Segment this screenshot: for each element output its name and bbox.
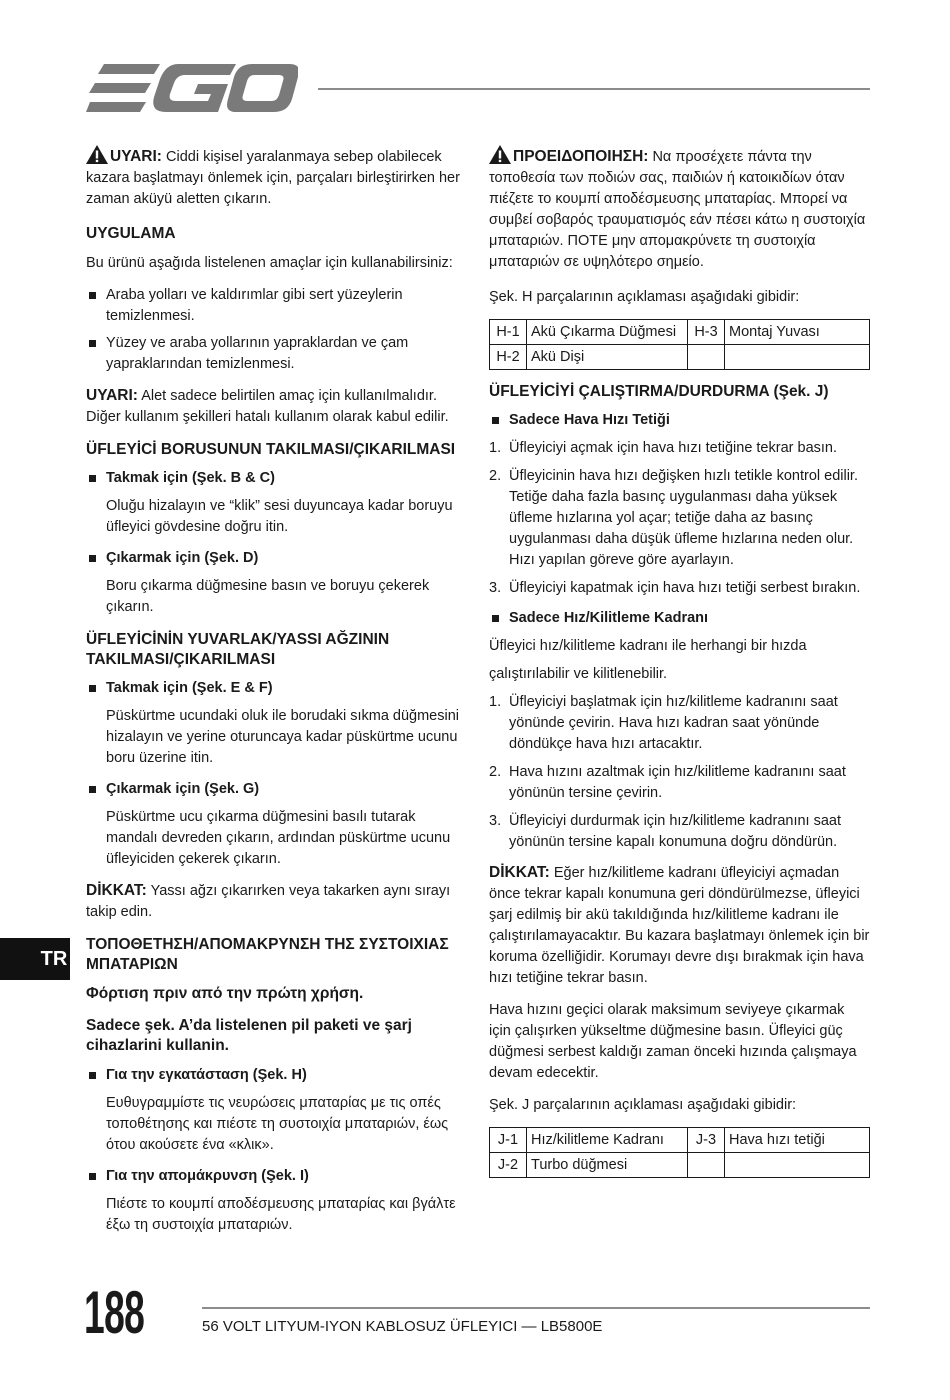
table-cell bbox=[725, 1153, 870, 1178]
warning-text: Ciddi kişisel yaralanmaya sebep olabilecek kazara başlatmayı önlemek için, parçaları birleştirirken her zaman aküyü aletten çıkarın. bbox=[86, 149, 460, 207]
caution-label: DİKKAT: bbox=[489, 864, 550, 881]
step-number: 2. bbox=[489, 468, 502, 484]
caution-block bbox=[489, 862, 870, 989]
table-row bbox=[490, 345, 870, 370]
trigger-steps bbox=[489, 438, 870, 599]
table-cell: J-1 bbox=[490, 1128, 527, 1153]
warning-block bbox=[489, 145, 870, 273]
step-number: 1. bbox=[489, 440, 502, 456]
caution-text: Eğer hız/kilitleme kadranı üfleyiciyi açmadan önce tekrar kapalı konumuna geri döndürülmezse, üfleyici şarj edilmiş bir akü takıldığında hız/kilitleme kadranı ile çalıştırılamayacaktır. Bu kazara başlatmayı önlemek için bir koruma özelliğidir. Korumayı devre dışı bırakmak için hava hızı tetiğine tekrar basın. bbox=[489, 865, 870, 986]
warning-text: Να προσέχετε πάντα την τοποθεσία των ποδιών σας, παιδιών ή κατοικιδίων όταν πιέζετε το κουμπί αποδέσμευσης μπαταρίας. Μπορεί να συμβεί σοβαρός τραυματισμός εάν πέσει κάτω η συστοιχία μπαταριών. ΠΟΤΕ μην απομακρύνετε τη συστοιχία μπαταριών σε υψηλότερο σημείο. bbox=[489, 149, 866, 270]
table-cell: Montaj Yuvası bbox=[725, 320, 870, 345]
tube-heading: ÜFLEYİCİ BORUSUNUN TAKILMASI/ÇIKARILMASI bbox=[86, 441, 456, 458]
table-cell: Akü Çıkarma Düğmesi bbox=[527, 320, 688, 345]
battery-install-title: Για την εγκατάσταση (Şek. H) bbox=[86, 1065, 464, 1086]
language-tab bbox=[0, 938, 70, 980]
table-cell bbox=[688, 1153, 725, 1178]
table-cell: J-2 bbox=[490, 1153, 527, 1178]
fig-j-intro: Şek. J parçalarının açıklaması aşağıdaki gibidir: bbox=[489, 1097, 797, 1113]
step-text: Üfleyiciyi açmak için hava hızı tetiğine tekrar basın. bbox=[509, 440, 837, 456]
table-cell bbox=[688, 345, 725, 370]
list-item bbox=[489, 692, 870, 755]
usage-list bbox=[86, 285, 464, 375]
footer-title: 56 VOLT LITYUM-IYON KABLOSUZ ÜFLEYICI — LB5800E bbox=[202, 1318, 603, 1335]
warning-label: UYARI: bbox=[110, 148, 162, 165]
table-row bbox=[490, 1128, 870, 1153]
list-item bbox=[489, 762, 870, 804]
step-number: 1. bbox=[489, 694, 502, 710]
table-cell: H-2 bbox=[490, 345, 527, 370]
table-row bbox=[490, 1153, 870, 1178]
warning-triangle-icon bbox=[86, 145, 108, 164]
battery-remove-title: Για την απομάκρυνση (Şek. I) bbox=[86, 1166, 464, 1187]
language-code: TR bbox=[40, 948, 68, 970]
step-number: 3. bbox=[489, 813, 502, 829]
fig-h-parts-table bbox=[489, 319, 870, 370]
warning-label: UYARI: bbox=[86, 387, 138, 404]
only-note: Sadece şek. A’da listelenen pil paketi ve şarj cihazlarini kullanin. bbox=[86, 1017, 412, 1054]
battery-heading: ΤΟΠΟΘΕΤΗΣΗ/ΑΠΟΜΑΚΡΥΝΣΗ ΤΗΣ ΣΥΣΤΟΙΧΙΑΣ ΜΠΑΤΑΡΙΩΝ bbox=[86, 936, 449, 973]
nozzle-remove-title: Çıkarmak için (Şek. G) bbox=[86, 779, 464, 800]
list-item bbox=[489, 438, 870, 459]
step-text: Üfleyiciyi durdurmak için hız/kilitleme kadranını saat yönünün tersine kapalı konumuna doğru döndürün. bbox=[509, 813, 842, 850]
step-text: Üfleyicinin hava hızı değişken hızlı tetikle kontrol edilir. Tetiğe daha fazla basınç uygulanması daha yüksek üfleme hızlarına yol açar; tetiğe daha az basınç uygulanması daha düşük üfleme hızlarına neden olur. Hızı yapılan göreve göre ayarlayın. bbox=[509, 468, 858, 568]
left-column bbox=[86, 145, 464, 1246]
table-cell: J-3 bbox=[688, 1128, 725, 1153]
step-text: Üfleyiciyi kapatmak için hava hızı tetiği serbest bırakın. bbox=[509, 580, 861, 596]
usage-heading: UYGULAMA bbox=[86, 225, 176, 242]
usage-intro: Bu ürünü aşağıda listelenen amaçlar için kullanabilirsiniz: bbox=[86, 255, 453, 271]
tube-remove-title: Çıkarmak için (Şek. D) bbox=[86, 548, 464, 569]
step-number: 3. bbox=[489, 580, 502, 596]
table-cell: Turbo düğmesi bbox=[527, 1153, 688, 1178]
table-cell bbox=[725, 345, 870, 370]
page-number: 188 bbox=[84, 1279, 145, 1346]
nozzle-attach-title: Takmak için (Şek. E & F) bbox=[86, 678, 464, 699]
warning-block bbox=[86, 145, 464, 210]
warning-label: ΠΡΟΕΙΔΟΠΟΙΗΣΗ: bbox=[513, 148, 649, 165]
dial-intro-line-2: çalıştırılabilir ve kilitlenebilir. bbox=[489, 666, 668, 682]
step-number: 2. bbox=[489, 764, 502, 780]
table-cell: Akü Dişi bbox=[527, 345, 688, 370]
nozzle-attach-text: Püskürtme ucundaki oluk ile borudaki sıkma düğmesini hizalayın ve yerine oturuncaya kadar püskürtme ucunu boru üzerine itin. bbox=[106, 708, 460, 766]
step-text: Hava hızını azaltmak için hız/kilitleme kadranını saat yönünün tersine çevirin. bbox=[509, 764, 846, 801]
right-column bbox=[489, 145, 870, 1190]
table-cell: Hava hızı tetiği bbox=[725, 1128, 870, 1153]
caution-text: Yassı ağzı çıkarırken veya takarken aynı sırayı takip edin. bbox=[86, 883, 451, 920]
trigger-title: Sadece Hava Hızı Tetiği bbox=[489, 410, 870, 431]
dial-steps bbox=[489, 692, 870, 853]
warning-triangle-icon bbox=[489, 145, 511, 164]
battery-remove-text: Πιέστε το κουμπί αποδέσμευσης μπαταρίας και βγάλτε έξω τη συστοιχία μπαταριών. bbox=[106, 1196, 456, 1233]
dial-intro-line-1: Üfleyici hız/kilitleme kadranı ile herhangi bir hızda bbox=[489, 638, 807, 654]
battery-install-text: Ευθυγραμμίστε τις νευρώσεις μπαταρίας με τις οπές τοποθέτησης και πιέστε τη συστοιχία μπαταριών, έως ότου ακούσετε ένα «κλικ». bbox=[106, 1095, 449, 1153]
table-cell: Hız/kilitleme Kadranı bbox=[527, 1128, 688, 1153]
table-cell: H-3 bbox=[688, 320, 725, 345]
table-row bbox=[490, 320, 870, 345]
list-item bbox=[489, 811, 870, 853]
charge-note: Φόρτιση πριν από την πρώτη χρήση. bbox=[86, 985, 364, 1002]
tube-remove-text: Boru çıkarma düğmesine basın ve boruyu çekerek çıkarın. bbox=[106, 578, 430, 615]
warning-block bbox=[86, 385, 464, 428]
list-item: Araba yolları ve kaldırımlar gibi sert yüzeylerin temizlenmesi. bbox=[86, 285, 464, 327]
operate-heading: ÜFLEYİCİYİ ÇALIŞTIRMA/DURDURMA (Şek. J) bbox=[489, 383, 829, 400]
turbo-text: Hava hızını geçici olarak maksimum seviyeye çıkarmak için çalışırken yükseltme düğmesine basın. Üfleyici güç düğmesi serbest kaldığı zaman önceki hızında çalışmaya devam edecektir. bbox=[489, 1002, 857, 1081]
ego-logo bbox=[86, 64, 298, 114]
nozzle-remove-text: Püskürtme ucu çıkarma düğmesini basılı tutarak mandalı devreden çıkarın, ardından püskürtme ucunu üfleyiciden çekerek çıkarın. bbox=[106, 809, 451, 867]
caution-block bbox=[86, 880, 464, 923]
fig-h-intro: Şek. H parçalarının açıklaması aşağıdaki gibidir: bbox=[489, 289, 800, 305]
list-item: Yüzey ve araba yollarının yapraklardan ve çam yapraklarından temizlenmesi. bbox=[86, 333, 464, 375]
table-cell: H-1 bbox=[490, 320, 527, 345]
nozzle-heading: ÜFLEYİCİNİN YUVARLAK/YASSI AĞZININ TAKILMASI/ÇIKARILMASI bbox=[86, 631, 390, 668]
list-item bbox=[489, 578, 870, 599]
tube-attach-title: Takmak için (Şek. B & C) bbox=[86, 468, 464, 489]
footer-rule bbox=[202, 1307, 870, 1309]
list-item bbox=[489, 466, 870, 571]
fig-j-parts-table bbox=[489, 1127, 870, 1178]
warning-text: Alet sadece belirtilen amaç için kullanılmalıdır. Diğer kullanım şekilleri hatalı kullanım olarak kabul edilir. bbox=[86, 388, 449, 425]
caution-label: DİKKAT: bbox=[86, 882, 147, 899]
step-text: Üfleyiciyi başlatmak için hız/kilitleme kadranını saat yönünde çevirin. Hava hızı kadran saat yönünde döndükçe hava hızı artacaktır. bbox=[509, 694, 838, 752]
header-rule bbox=[318, 88, 870, 90]
tube-attach-text: Oluğu hizalayın ve “klik” sesi duyuncaya kadar boruyu üfleyici gövdesine doğru itin. bbox=[106, 498, 453, 535]
dial-title: Sadece Hız/Kilitleme Kadranı bbox=[489, 608, 870, 629]
